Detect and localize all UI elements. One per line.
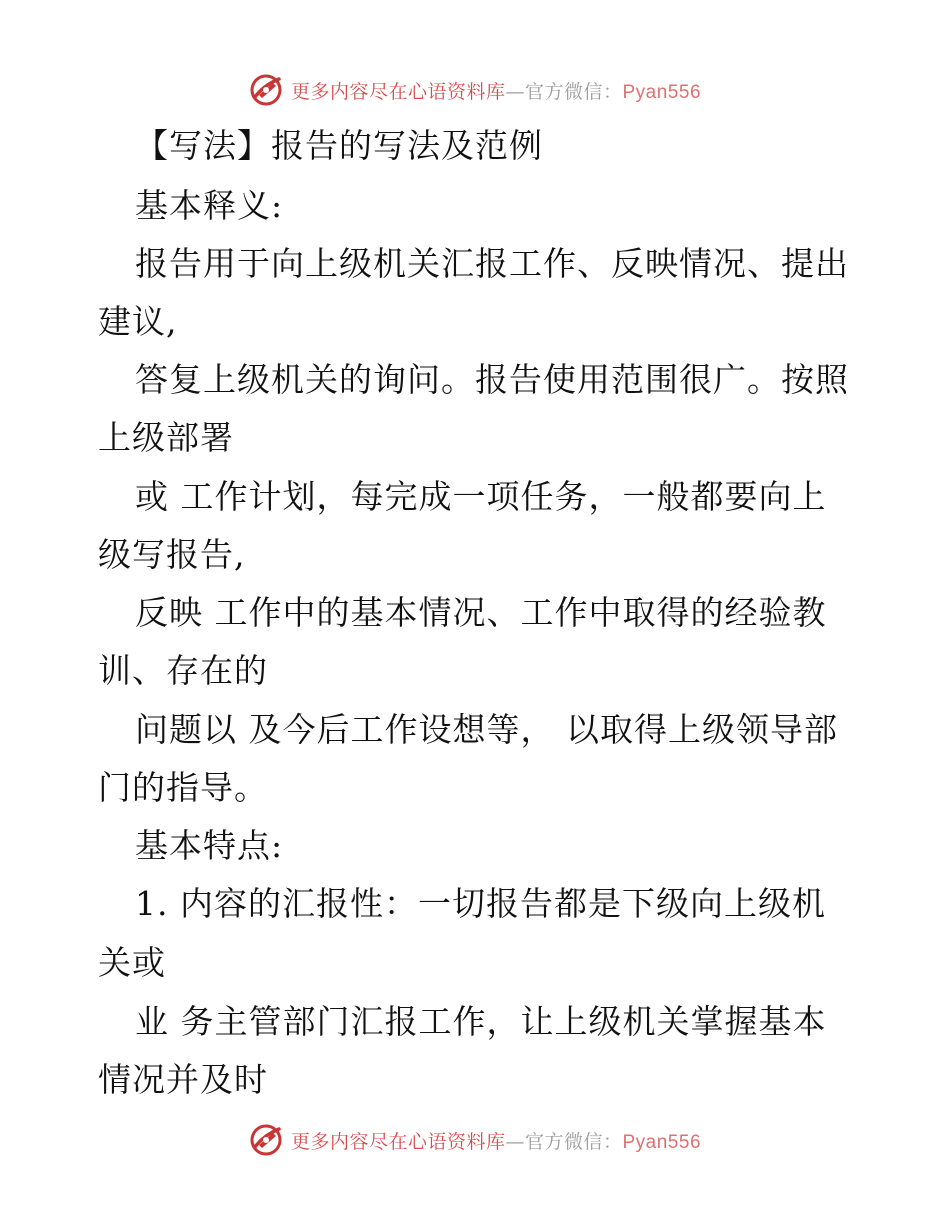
text-line: 反映 工作中的基本情况、工作中取得的经验教 bbox=[135, 593, 827, 632]
banner-dash: — bbox=[505, 80, 525, 103]
banner-slogan: 更多内容尽在心语资料库 bbox=[290, 80, 506, 103]
text-line: 报告用于向上级机关汇报工作、反映情况、提出 bbox=[135, 244, 849, 283]
banner-text bbox=[291, 77, 701, 104]
text-line: 训、存在的 bbox=[98, 651, 268, 690]
banner-wechat-label: 官方微信： bbox=[524, 1130, 623, 1153]
text-line: 门的指导。 bbox=[98, 768, 268, 807]
text-line: 情况并及时 bbox=[98, 1060, 268, 1099]
text-line: 基本释义: bbox=[135, 186, 284, 225]
text-line: 关或 bbox=[98, 943, 166, 982]
text-line: 建议, bbox=[98, 302, 178, 341]
footer-banner bbox=[0, 1120, 950, 1160]
document-title: 【写法】报告的写法及范例 bbox=[135, 126, 543, 165]
text-line: 上级部署 bbox=[98, 418, 234, 457]
banner-wechat-id: Pyan556 bbox=[622, 1131, 702, 1153]
text-line: 基本特点: bbox=[135, 826, 284, 865]
banner-slogan: 更多内容尽在心语资料库 bbox=[290, 1130, 506, 1153]
text-line: 答复上级机关的询问。报告使用范围很广。按照 bbox=[135, 360, 849, 399]
header-banner bbox=[0, 70, 950, 110]
banner-dash: — bbox=[505, 1130, 525, 1153]
banner-wechat-label: 官方微信： bbox=[524, 80, 623, 103]
text-line: 级写报告, bbox=[98, 535, 246, 574]
banner-text bbox=[291, 1127, 701, 1154]
red-circle-pen-logo-icon bbox=[249, 73, 283, 107]
banner-wechat-id: Pyan556 bbox=[622, 81, 702, 103]
text-line: 问题以 及今后工作设想等， 以取得上级领导部 bbox=[135, 710, 838, 749]
text-line: 业 务主管部门汇报工作，让上级机关掌握基本 bbox=[135, 1002, 827, 1041]
text-line: 1. 内容的汇报性：一切报告都是下级向上级机 bbox=[135, 884, 826, 923]
text-line: 或 工作计划，每完成一项任务，一般都要向上 bbox=[135, 477, 827, 516]
red-circle-pen-logo-icon bbox=[249, 1123, 283, 1157]
